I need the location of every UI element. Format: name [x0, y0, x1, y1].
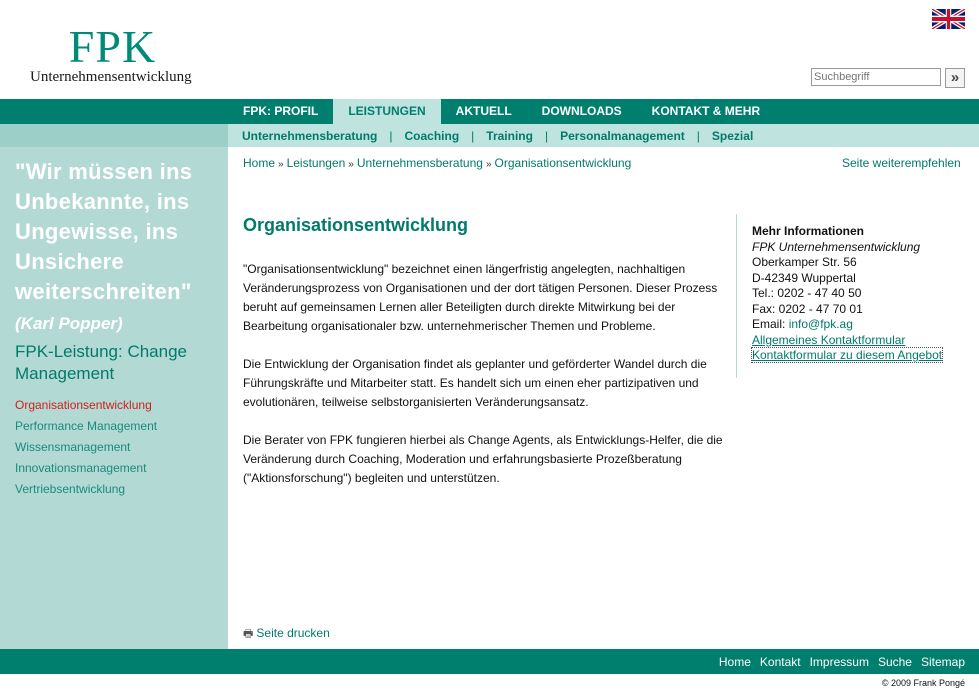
- info-fax: Fax: 0202 - 47 70 01: [752, 301, 863, 316]
- subnav-separator: |: [471, 128, 475, 143]
- search-input[interactable]: [811, 68, 941, 86]
- info-phone: Tel.: 0202 - 47 40 50: [752, 286, 862, 300]
- uk-flag-icon[interactable]: [932, 9, 965, 29]
- info-email-link[interactable]: info@fpk.ag: [788, 317, 853, 331]
- content-paragraph: Die Entwicklung der Organisation findet als geplanter und geförderter Wandel durch die Führungskräfte und Mitarbeiter statt. Es handelt sich um einen eher partizipativen und evolutionären, teilweise selbstorganisierten Veränderungsansatz.: [243, 357, 707, 409]
- subnav-separator: |: [696, 128, 700, 143]
- breadcrumb-unternehmensberatung[interactable]: Unternehmensberatung: [356, 156, 483, 170]
- nav-item-profil[interactable]: FPK: PROFIL: [243, 104, 319, 118]
- print-label: Seite drucken: [256, 626, 330, 640]
- subnav-item-unternehmensberatung[interactable]: Unternehmensberatung: [242, 128, 378, 143]
- breadcrumb-separator: »: [348, 159, 354, 170]
- printer-icon: 🖶: [243, 628, 254, 640]
- content-paragraph: "Organisationsentwicklung" bezeichnet einen längerfristig angelegten, nachhaltigen Veränderungsprozess von Organisationen und der dort tätigen Personen. Dieser Prozess beruht auf gemeinsamen Lernen aller Beteiligten durch direkte Mitwirkung bei der Bearbeitung organisationaler bzw. unternehmerischer Themen und Probleme.: [243, 262, 718, 333]
- info-city: D-42349 Wuppertal: [752, 270, 856, 285]
- breadcrumb-separator: »: [278, 159, 284, 170]
- logo-sub: Unternehmensentwicklung: [30, 69, 192, 85]
- info-email-row: [752, 317, 972, 333]
- info-box: [736, 214, 972, 378]
- nav-item-downloads[interactable]: DOWNLOADS: [541, 104, 622, 118]
- recommend-page-link[interactable]: Seite weiterempfehlen: [842, 156, 961, 170]
- subnav-item-coaching[interactable]: Coaching: [404, 128, 460, 143]
- quote-author: (Karl Popper): [15, 314, 123, 333]
- info-heading: Mehr Informationen: [752, 224, 865, 238]
- breadcrumb: [243, 156, 631, 170]
- sidebar-link-vertriebsentwicklung[interactable]: Vertriebsentwicklung: [15, 482, 126, 496]
- footer-link-home[interactable]: Home: [718, 654, 751, 669]
- info-company: FPK Unternehmensentwicklung: [752, 239, 921, 254]
- nav-item-kontakt[interactable]: KONTAKT & MEHR: [651, 104, 761, 118]
- subnav-separator: |: [389, 128, 393, 143]
- footer-link-sitemap[interactable]: Sitemap: [920, 654, 965, 669]
- sidebar-quote: [15, 157, 225, 339]
- subnav-item-personalmanagement[interactable]: Personalmanagement: [560, 128, 685, 143]
- footer-bar: [0, 649, 979, 674]
- nav-item-aktuell[interactable]: AKTUELL: [455, 104, 512, 118]
- quote-text: "Wir müssen ins Unbekannte, ins Ungewisse, ins Unsichere weiterschreiten": [15, 159, 193, 304]
- info-email-label: Email:: [752, 317, 789, 331]
- breadcrumb-separator: »: [485, 159, 492, 170]
- info-street: Oberkamper Str. 56: [752, 255, 857, 269]
- breadcrumb-leistungen[interactable]: Leistungen: [286, 156, 346, 170]
- breadcrumb-home[interactable]: Home: [243, 156, 276, 170]
- content-paragraph: Die Berater von FPK fungieren hierbei als Change Agents, als Entwicklungs-Helfer, die die Veränderung durch Coaching, Moderation und erfahrungsbasierte Prozeßberatung ("Aktionsforschung") begleiten und unterstützen.: [243, 433, 723, 485]
- main-content: [243, 260, 723, 507]
- sidebar-heading: FPK-Leistung: Change Management: [15, 342, 187, 383]
- footer-link-impressum[interactable]: Impressum: [809, 654, 869, 669]
- breadcrumb-organisationsentwicklung[interactable]: Organisationsentwicklung: [494, 156, 632, 170]
- sidebar-links: [15, 395, 157, 500]
- sidebar-link-wissensmanagement[interactable]: Wissensmanagement: [15, 440, 131, 454]
- search-submit-button[interactable]: »: [945, 68, 965, 88]
- nav-item-leistungen[interactable]: LEISTUNGEN: [333, 99, 440, 124]
- sidebar-link-performance-management[interactable]: Performance Management: [15, 419, 158, 433]
- print-page-link[interactable]: [243, 625, 330, 644]
- footer-link-suche[interactable]: Suche: [877, 654, 912, 669]
- copyright: © 2009 Frank Pongé: [881, 678, 965, 688]
- sub-nav-left-block: [0, 124, 228, 147]
- subnav-item-spezial[interactable]: Spezial: [711, 128, 754, 143]
- subnav-item-training[interactable]: Training: [486, 128, 533, 143]
- logo-main: FPK: [68, 21, 157, 72]
- contact-form-general-link[interactable]: Allgemeines Kontaktformular: [752, 332, 906, 347]
- page-title: Organisationsentwicklung: [243, 215, 469, 235]
- sidebar-link-organisationsentwicklung[interactable]: Organisationsentwicklung: [15, 398, 152, 412]
- footer-link-kontakt[interactable]: Kontakt: [759, 654, 801, 669]
- logo[interactable]: [30, 21, 200, 86]
- subnav-separator: |: [544, 128, 549, 143]
- sidebar-link-innovationsmanagement[interactable]: Innovationsmanagement: [15, 461, 147, 475]
- contact-form-offer-link[interactable]: Kontaktformular zu diesem Angebot: [752, 348, 943, 362]
- sub-nav: [242, 124, 753, 147]
- main-nav-bar: [0, 99, 979, 124]
